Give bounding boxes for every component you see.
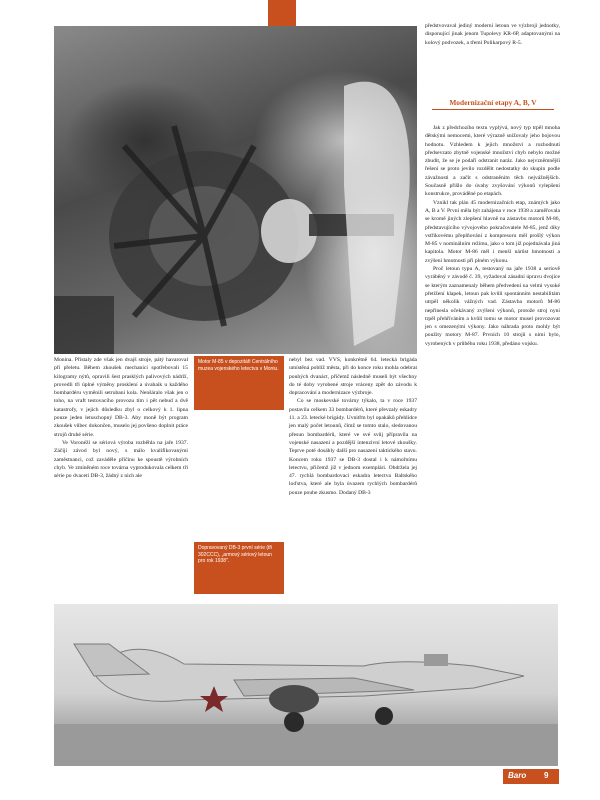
aircraft-photo [54, 604, 558, 766]
section-heading: Modernizační etapy A, B, V [432, 98, 554, 110]
column-3-top [425, 22, 560, 47]
paragraph: Vznikl tak plán 45 modernizačních etap, známých jako A, B a V. První měla být zahájena v roce 1938 a zaměřovala se kromě jiných zlepšení hlavně na zástavbu motorů M-86, představujícího vývojového pokračovatele M-85, jenž díky vstřikovému přeplňování z kompresoru měl prošlý výkon M-85 v nominálním režimu, jako o tom již pojednávala jiná kapitola. Motor M-86 měl i menší nárůst hmotnosti a zvýšení hmotnosti při plném výkonu. [425, 199, 560, 264]
top-accent-bar [268, 0, 296, 26]
radial-engine-illustration [54, 26, 417, 354]
footer-brand: Baro [508, 771, 527, 780]
paragraph: předstvovaval jediný moderní letoun ve výzbroji jednotky, disponující jinak jenom Tupolevy KR-6P, adaptovanými na kolový podvozek, a třemi Polikarpový R-5. [425, 23, 560, 46]
column-3-body [425, 124, 560, 348]
paragraph: Jak z předchozího textu vyplývá, nový typ trpěl mnoha dětskými nemocemi, které výrazně snižovaly jeho bojovou hodnotu. Vzhledem k jejich množství a rozhodnutí předsevzato zbytně vojenské množství chyb nebylo možné zbudit, že se je podaří odstranit naráz. Jako nejvzněmnější řešení se proto jevilo rozdělit nedostatky do skupin podle závažnosti a začít s odstraněním těch nejvážnějších. Současně přišlo do úvahy zvyšování výkonů vylepšení konstrukce, prováděné po etapách. [425, 125, 560, 198]
db3-bomber-illustration [54, 604, 558, 766]
column-1 [54, 356, 188, 480]
engine-caption: Motor M-85 v depozitáři Centrálního muzea vojenského letectva v Moniu. [194, 356, 284, 410]
plane-caption: Dopravovaný DB-3 první série (tři 302CCC), „armový sériový letoun pro rok 1938". [194, 542, 284, 594]
paragraph: Monina. Přístaly zde však jen dvajš stroje, pátý havaroval při přeletu. Během zkoušek mechanici spotřebovali 15 kilogramy nýtů, opravili šest prasklých palivových nádrží, provedli tři úplné výměny prosklení a úvahaik u každého bombardéru vyměnili setrubaní kola. Nenšáralo však jen o toho, na vraft testovacího provozu tím i pět nebud a dvě katastrofy, v jejich důsledku zbyl o celkový k 1. lipna pouze jeden letuschopný DB-3. Aby moně být program zkoušek vůbec dokončen, muselo jej povšeno doplnit práce strojů druhé série. [54, 357, 188, 438]
paragraph: Co se moskevské továrny týkalo, ta v roce 1937 postavila celkem 33 bombardérů, které převzaly eskadry 11. a 23. letecké brigády. Uvnitřm byl opakáků přehlídce jen malý počet letounů, čímž se tomto stalo, sledovanou přesun bombardérů, které ve své svůj přípravila na vojenské nasazení a pozdější intenzivní letové zkoušky. Teprve poté dosáhly další pro nasazení taktického stavu. Koncem roku 1937 se DB-3 dostal i k námořnímu letectvu, přičemž již v jednom exemplári. Obdržela jej 47. rychlá bombardovací eskadra letectva Baltského loďstva, které ale byla úvazem rychlých bombardérů pouze pouhe zkusmo. Dodaný DB-3 [289, 398, 417, 496]
column-2 [289, 356, 417, 497]
paragraph: Proč letoun typu A, testovaný na jaře 1938 a seriově vyráběný v závodě č. 39, vyžadoval zásadní úpravu dvojice se kterým zaznamenaly během předvedení na velmi vysoké přetížení klapek, letoun pak kvůli spontánním nestabilitám utrpěl několik vážných vad. Zástavba motorů M-86 nepřinesla očekávaný zvýšení výkonů, protože stroj nyní trpěl přehříváním a kvůli tomu se motor musel provozovat jen s omezenými výkony. Jako náhrada proto mohly být použity motory M-87. Prvních 10 strojů s nimi bylo, vyrobených v průběhu roku 1938, předáno vojsku. [425, 266, 560, 347]
paragraph: Ve Voronéži se sériová výroba rozběhla na jaře 1937. Záčíjí závod byl nový, s málo kvalifikovanými zaměstnanci, což zaváděle příčinu ke spoustě výrobních chyb. Ve zmíněném roce továrna vyprodukovala celkem tři série po dvaceti DB-3, žádný z nich ale [54, 439, 188, 480]
page-number: 9 [544, 771, 549, 780]
paragraph: nebyl bez vad. VVS, konkrétně 64. letecká brigáda umístěná poblíž města, při do konce roku mohla odebrat pouhých dvanáct, přičemž následně museli být všechny do té doby vyrobené stroje vráceny zpět do závodu k dopracování a modernizace výzbroje. [289, 357, 417, 397]
engine-photo [54, 26, 417, 354]
